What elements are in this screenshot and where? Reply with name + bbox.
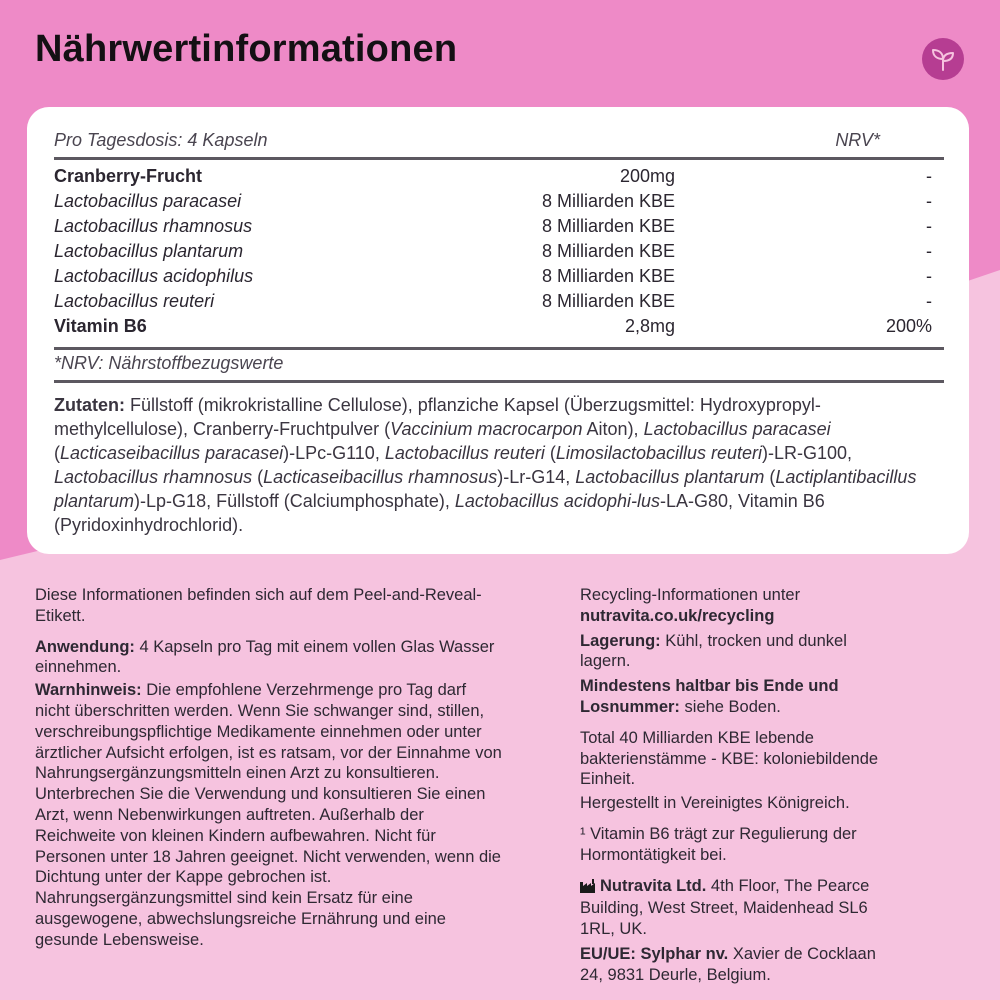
label-info: Diese Informationen befinden sich auf dem Peel-and-Reveal-Etikett. [35, 586, 482, 625]
recycling-url: nutravita.co.uk/recycling [580, 606, 775, 625]
nutrient-nrv: - [926, 166, 932, 186]
factory-icon [580, 878, 596, 899]
nutrient-amount: 8 Milliarden KBE [541, 291, 675, 311]
table-row [54, 266, 944, 290]
best-before-info: Mindestens haltbar bis Ende und Losnummer: siehe Boden. [580, 677, 839, 716]
nutrient-amount: 8 Milliarden KBE [541, 266, 675, 286]
table-row [54, 216, 944, 240]
leaf-icon [922, 38, 964, 80]
nutrient-name: Lactobacillus reuteri [54, 291, 215, 311]
nutrient-name: Lactobacillus rhamnosus [54, 216, 253, 236]
nutrient-amount: 200mg [619, 166, 675, 186]
nutrient-name: Lactobacillus plantarum [54, 241, 244, 261]
nutrient-amount: 2,8mg [624, 316, 675, 336]
nutrient-amount: 8 Milliarden KBE [541, 191, 675, 211]
ingredients-text: Zutaten: Füllstoff (mikrokristalline Cellulose), pflanziche Kapsel (Überzugsmittel: Hydroxypropyl-methylcellulose), Cranberry-Fruchtpulver (Vaccinium macrocarpon Aiton), Lactobacillus paracasei (Lacticaseibacillus paracasei)-LPc-G110, Lactobacillus reuteri (Limosilactobacillus reuteri)-LR-G100, Lactobacillus rhamnosus (Lacticaseibacillus rhamnosus)-Lr-G14, Lactobacillus plantarum (Lactiplantibacillus plantarum)-Lp-G18, Füllstoff (Calciumphosphate), Lactobacillus acidophi-lus-LA-G80, Vitamin B6 (Pyridoxinhydrochlorid). [54, 395, 917, 535]
total-cfu-info: Total 40 Milliarden KBE lebende bakterienstämme - KBE: koloniebildende Einheit. [580, 728, 879, 789]
manufacturer-address: Nutravita Ltd. 4th Floor, The Pearce Building, West Street, Maidenhead SL6 1RL, UK. [580, 876, 870, 939]
nutrient-name: Lactobacillus acidophilus [54, 266, 254, 286]
vitamin-footnote: ¹ Vitamin B6 trägt zur Regulierung der Hormontätigkeit bei. [580, 824, 857, 864]
usage-text: Anwendung: 4 Kapseln pro Tag mit einem vollen Glas Wasser einnehmen. [35, 637, 495, 677]
right-info-column [580, 585, 880, 986]
table-row [54, 241, 944, 265]
usage-label: Anwendung: [35, 637, 135, 656]
nutrient-nrv: 200% [885, 316, 932, 336]
nutrient-nrv: - [926, 241, 932, 261]
recycling-info: Recycling-Informationen unter nutravita.co.uk/recycling [580, 586, 801, 625]
dose-label: Pro Tagesdosis: 4 Kapseln [54, 130, 268, 150]
ingredients-label: Zutaten: [54, 395, 125, 415]
nutrient-name: Vitamin B6 [54, 316, 147, 336]
table-row [54, 316, 944, 340]
table-row [54, 291, 944, 315]
table-row [54, 166, 944, 190]
page-title: Nährwertinformationen [35, 28, 458, 70]
nutrient-nrv: - [926, 216, 932, 236]
table-row [54, 191, 944, 215]
nutrition-card [27, 107, 969, 554]
table-bottom-rule [54, 347, 944, 350]
warning-label: Warnhinweis: [35, 681, 142, 700]
nutrient-nrv: - [926, 291, 932, 311]
table-header [27, 130, 917, 154]
nutrient-nrv: - [926, 191, 932, 211]
footnote-rule [54, 380, 944, 383]
left-info-column [35, 585, 505, 951]
header-rule [54, 157, 944, 160]
nutrient-amount: 8 Milliarden KBE [541, 241, 675, 261]
storage-info: Lagerung: Kühl, trocken und dunkel lagern. [580, 631, 847, 671]
nutrient-name: Lactobacillus paracasei [54, 191, 242, 211]
nrv-header: NRV* [835, 130, 880, 150]
eu-representative: EU/UE: Sylphar nv. Xavier de Cocklaan 24, 9831 Deurle, Belgium. [580, 944, 876, 984]
nutrient-name: Cranberry-Frucht [54, 166, 203, 186]
made-in-info: Hergestellt in Vereinigtes Königreich. [580, 794, 850, 813]
warning-text: Warnhinweis: Die empfohlene Verzehrmenge pro Tag darf nicht überschritten werden. Wenn Sie schwanger sind, stillen, verschreibungspflichtige Medikamente einnehmen oder unter ärztlicher Aufsicht erfolgen, ist es ratsam, vor der Einnahme von Nahrungsergänzungsmitteln einen Arzt zu konsultieren. Unterbrechen Sie die Verwendung und konsultieren Sie einen Arzt, wenn Nebenwirkungen auftreten. Außerhalb der Reichweite von kleinen Kindern aufbewahren. Nicht für Personen unter 18 Jahren geeignet. Nicht verwenden, wenn die Dichtung unter der Kappe gebrochen ist. Nahrungsergänzungsmittel sind kein Ersatz für eine ausgewogene, abwechslungsreiche Ernährung und eine gesunde Lebensweise. [35, 681, 502, 949]
nutrient-amount: 8 Milliarden KBE [541, 216, 675, 236]
nrv-footnote: *NRV: Nährstoffbezugswerte [54, 353, 284, 373]
nutrient-nrv: - [926, 266, 932, 286]
